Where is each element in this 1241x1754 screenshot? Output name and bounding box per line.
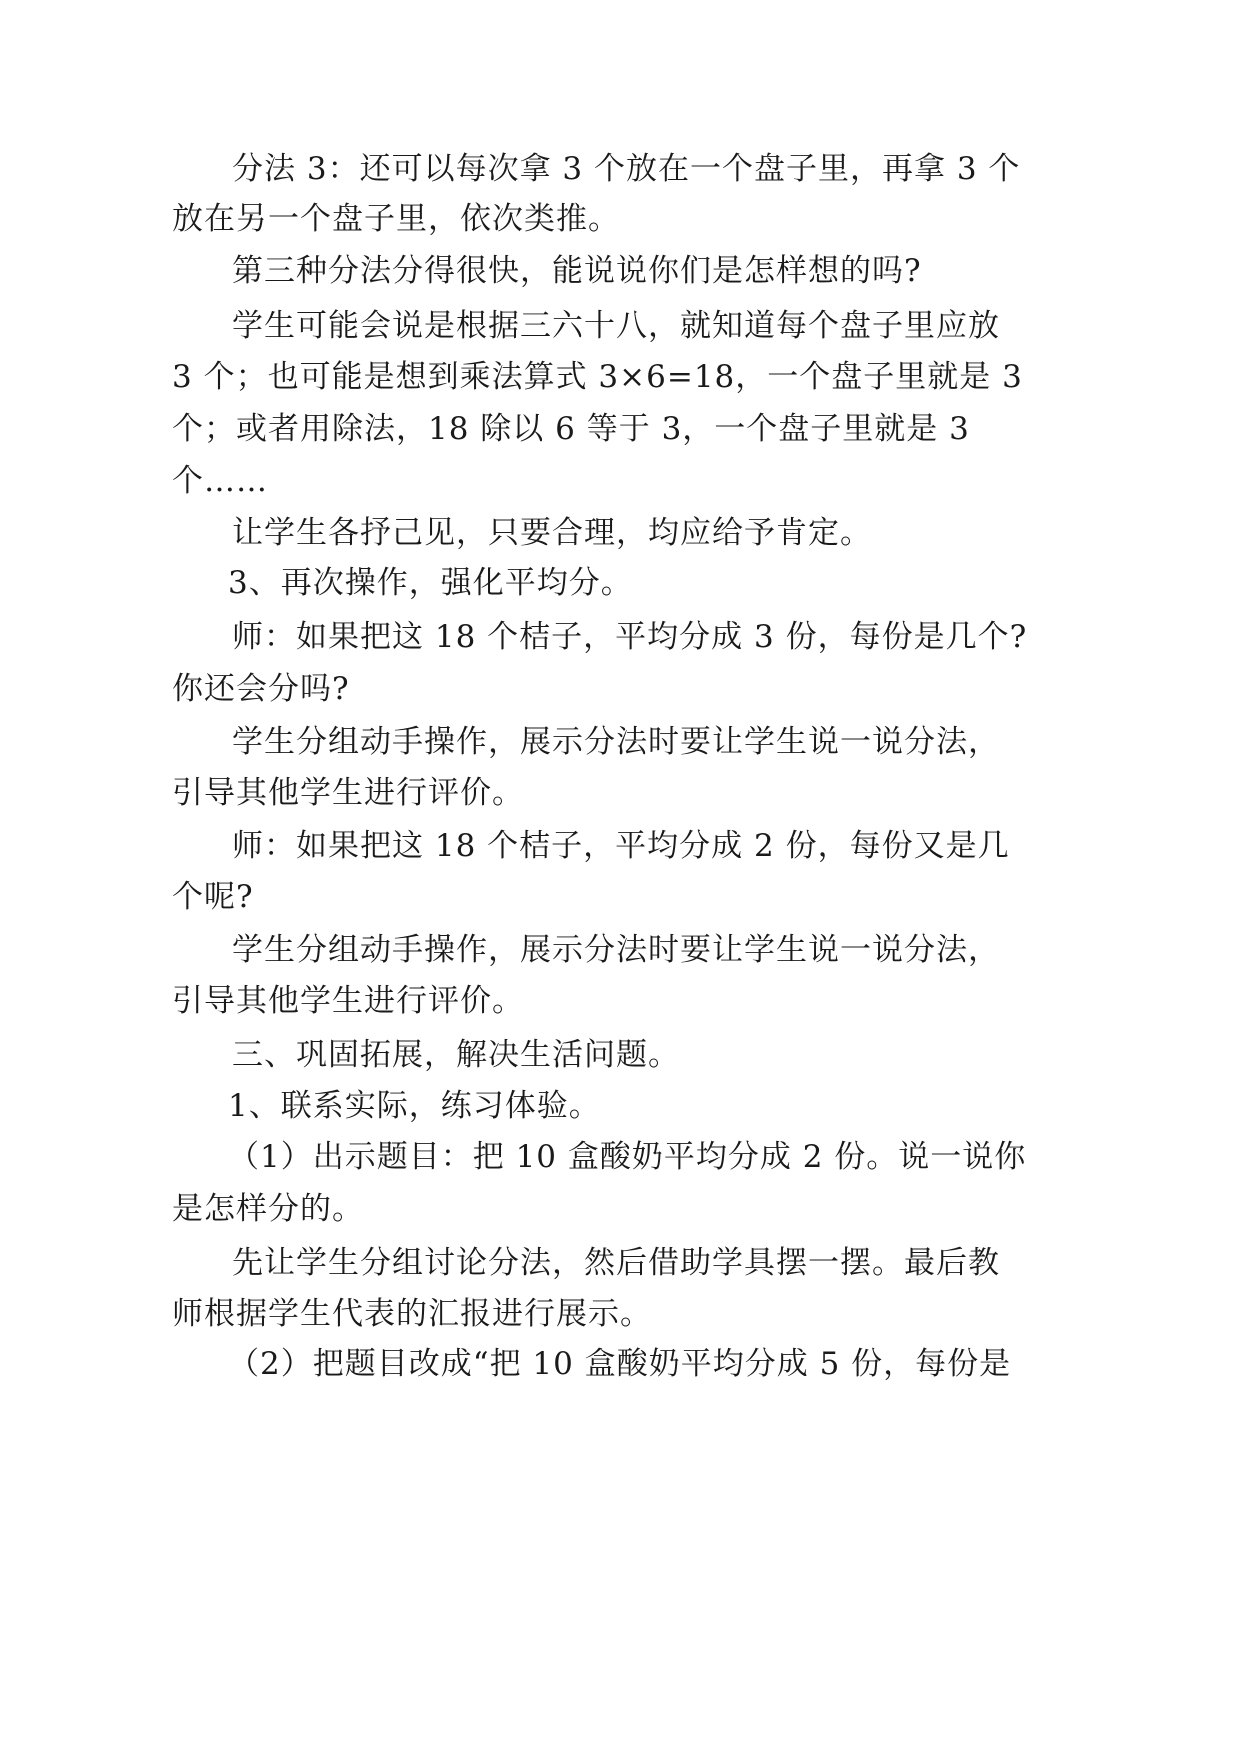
text-line: 师根据学生代表的汇报进行展示。 [172,1296,652,1332]
text-line: 分法 3：还可以每次拿 3 个放在一个盘子里，再拿 3 个 [232,151,1021,187]
text-line: 个；或者用除法，18 除以 6 等于 3，一个盘子里就是 3 [172,411,970,447]
text-line: 个…… [172,463,268,499]
text-line: 个呢? [172,879,254,915]
text-line: 学生分组动手操作，展示分法时要让学生说一说分法， [232,932,1000,968]
text-line: 第三种分法分得很快，能说说你们是怎样想的吗? [232,253,922,289]
text-line: （1）出示题目：把 10 盒酸奶平均分成 2 份。说一说你 [228,1139,1027,1175]
text-line: 引导其他学生进行评价。 [172,775,524,811]
text-line: 3 个；也可能是想到乘法算式 3×6=18，一个盘子里就是 3 [172,359,1023,395]
text-line: 学生可能会说是根据三六十八，就知道每个盘子里应放 [232,308,1000,344]
text-line: 3、再次操作，强化平均分。 [228,565,633,601]
text-line: 1、联系实际，练习体验。 [228,1088,601,1124]
text-line: 先让学生分组讨论分法，然后借助学具摆一摆。最后教 [232,1245,1000,1281]
text-line: 你还会分吗? [172,671,350,707]
text-line: 放在另一个盘子里，依次类推。 [172,201,620,237]
text-line: （2）把题目改成“把 10 盒酸奶平均分成 5 份，每份是 [228,1346,1012,1382]
text-line: 师：如果把这 18 个桔子，平均分成 2 份，每份又是几 [232,828,1010,864]
text-line: 引导其他学生进行评价。 [172,983,524,1019]
text-line: 三、巩固拓展，解决生活问题。 [232,1037,680,1073]
text-line: 学生分组动手操作，展示分法时要让学生说一说分法， [232,724,1000,760]
text-line: 师：如果把这 18 个桔子，平均分成 3 份，每份是几个? [232,619,1028,655]
text-line: 让学生各抒己见，只要合理，均应给予肯定。 [232,515,872,551]
text-line: 是怎样分的。 [172,1191,364,1227]
